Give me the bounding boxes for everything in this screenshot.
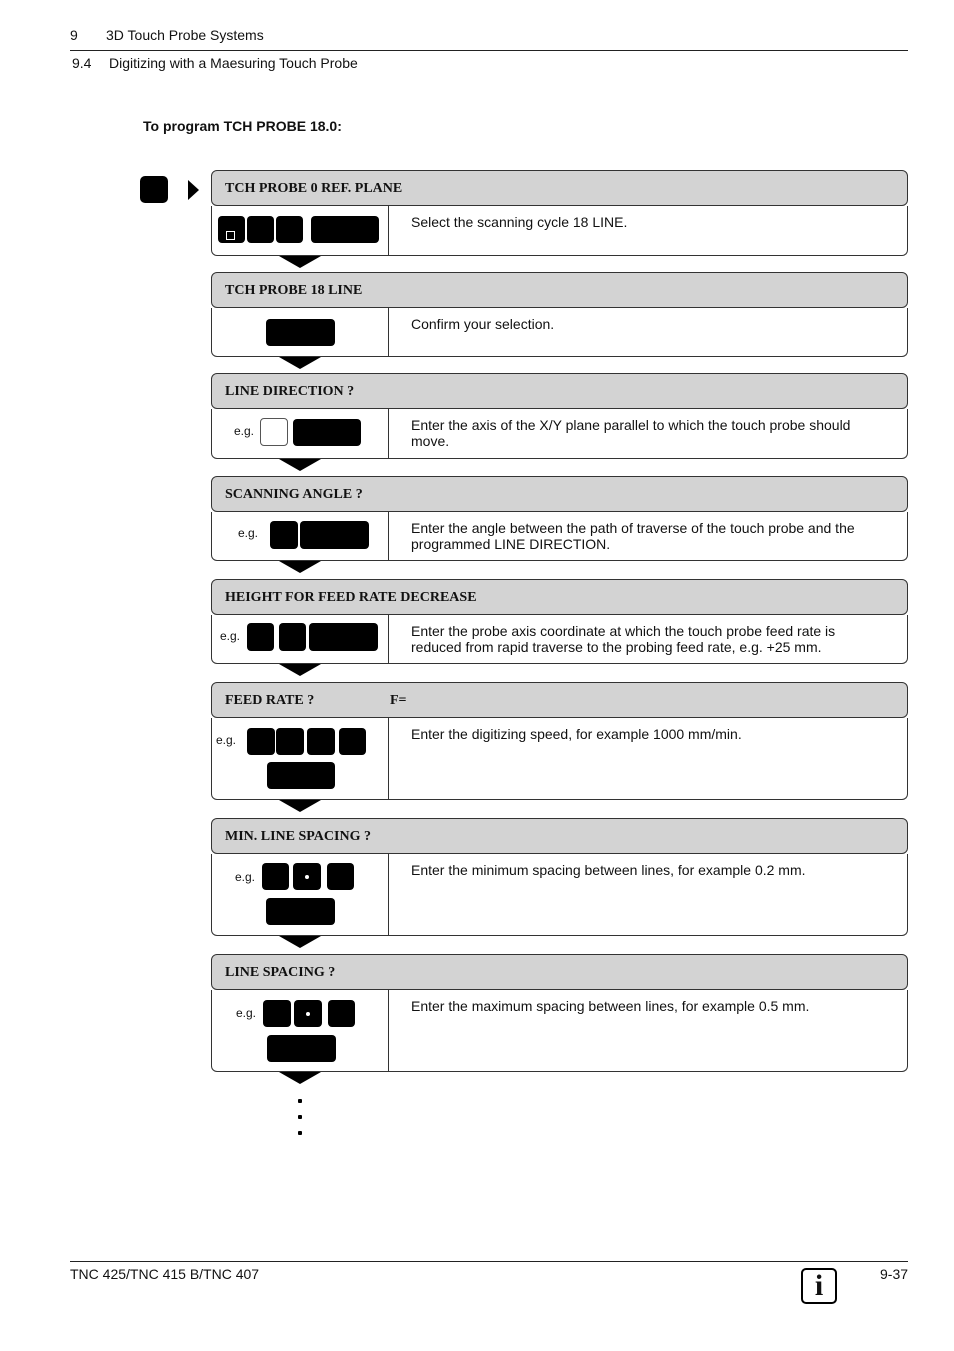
decimal-point-key-icon[interactable] [294, 1000, 322, 1027]
step-description: Enter the probe axis coordinate at which the touch probe feed rate is reduced from rapid traverse to the probing feed rate, e.g. +25 mm. [411, 623, 836, 655]
header-rule [70, 50, 908, 51]
step-row [211, 854, 908, 936]
step-description: Enter the angle between the path of traverse of the touch probe and the programmed LINE DIRECTION. [411, 520, 855, 552]
digit-key-icon[interactable] [247, 623, 274, 651]
key-sequence [212, 854, 389, 935]
dialog-text: HEIGHT FOR FEED RATE DECREASE [225, 590, 477, 605]
dialog-extra: F= [390, 693, 407, 708]
dialog-text: LINE SPACING ? [225, 965, 336, 980]
step-description: Confirm your selection. [411, 316, 555, 332]
step-row [211, 308, 908, 357]
step-description: Select the scanning cycle 18 LINE. [411, 214, 628, 230]
key-sequence [212, 409, 389, 458]
programming-key-icon [140, 176, 168, 203]
dialog-bar [211, 682, 908, 718]
key-sequence [212, 206, 389, 255]
chapter-title: 3D Touch Probe Systems [106, 27, 264, 43]
down-arrow-icon [279, 664, 321, 676]
digit-key-icon[interactable] [328, 1000, 355, 1027]
step-description: Enter the minimum spacing between lines, for example 0.2 mm. [411, 862, 806, 878]
section-title: Digitizing with a Maesuring Touch Probe [109, 55, 358, 71]
down-arrow-icon [279, 936, 321, 948]
ent-key-icon[interactable] [266, 319, 335, 346]
step-description: Enter the digitizing speed, for example 1000 mm/min. [411, 726, 742, 742]
ent-key-icon[interactable] [311, 216, 379, 243]
eg-label: e.g. [216, 733, 237, 747]
down-arrow-icon [279, 459, 321, 471]
step-7 [211, 818, 908, 948]
chapter-number: 9 [70, 27, 78, 43]
down-arrow-icon [279, 800, 321, 812]
key-sequence [212, 615, 389, 663]
step-row [211, 512, 908, 561]
step-row [211, 409, 908, 459]
page-number: 9-37 [880, 1266, 909, 1282]
axis-key-icon[interactable] [260, 418, 288, 446]
key-sequence [212, 512, 389, 560]
down-arrow-icon [279, 1072, 321, 1084]
ent-key-icon[interactable] [293, 419, 361, 446]
continuation-dot [298, 1115, 302, 1119]
ent-key-icon[interactable] [309, 623, 378, 651]
digit-key-icon[interactable] [339, 728, 366, 755]
continuation-dot [298, 1099, 302, 1103]
dialog-text: TCH PROBE 0 REF. PLANE [225, 181, 403, 196]
play-triangle-icon [188, 180, 199, 200]
dialog-text: TCH PROBE 18 LINE [225, 283, 363, 298]
digit-key-icon[interactable] [276, 216, 303, 243]
dialog-text: MIN. LINE SPACING ? [225, 829, 371, 844]
ent-key-icon[interactable] [300, 521, 369, 549]
down-arrow-icon [279, 256, 321, 268]
dialog-bar [211, 954, 908, 990]
digit-key-icon[interactable] [270, 521, 298, 549]
key-sequence [212, 308, 389, 356]
digit-key-icon[interactable] [247, 216, 274, 243]
dialog-bar [211, 170, 908, 206]
step-8 [211, 954, 908, 1084]
key-sequence [212, 990, 389, 1071]
info-icon: i [801, 1268, 837, 1304]
decimal-point-key-icon[interactable] [293, 863, 321, 890]
step-6 [211, 682, 908, 812]
down-arrow-icon [279, 561, 321, 573]
step-1 [211, 170, 908, 268]
digit-key-icon[interactable] [263, 1000, 291, 1027]
step-row [211, 718, 908, 800]
ent-key-icon[interactable] [267, 762, 335, 789]
digit-key-icon[interactable] [262, 863, 289, 890]
key-sequence [212, 718, 389, 799]
step-3 [211, 373, 908, 473]
dialog-text: SCANNING ANGLE ? [225, 487, 363, 502]
section-number: 9.4 [72, 55, 92, 71]
step-row [211, 206, 908, 256]
subheading: To program TCH PROBE 18.0: [143, 118, 342, 134]
continuation-dot [298, 1131, 302, 1135]
step-row [211, 615, 908, 664]
digit-key-icon[interactable] [307, 728, 335, 755]
digit-key-icon[interactable] [279, 623, 306, 651]
footer-models: TNC 425/TNC 415 B/TNC 407 [70, 1266, 260, 1282]
step-row [211, 990, 908, 1072]
digit-key-icon[interactable] [327, 863, 354, 890]
step-4 [211, 476, 908, 576]
dialog-bar [211, 272, 908, 308]
touch-probe-key-icon[interactable] [218, 216, 245, 243]
dialog-text: LINE DIRECTION ? [225, 384, 355, 399]
footer-rule [70, 1261, 908, 1262]
step-description: Enter the maximum spacing between lines, for example 0.5 mm. [411, 998, 810, 1014]
step-5 [211, 579, 908, 679]
dialog-bar [211, 476, 908, 512]
eg-label: e.g. [220, 629, 241, 643]
eg-label: e.g. [235, 870, 256, 884]
step-description: Enter the axis of the X/Y plane parallel to which the touch probe should move. [411, 417, 851, 449]
eg-label: e.g. [236, 1006, 257, 1020]
dialog-text: FEED RATE ? [225, 693, 315, 708]
step-2 [211, 272, 908, 370]
ent-key-icon[interactable] [266, 898, 335, 925]
dialog-bar [211, 579, 908, 615]
dialog-bar [211, 373, 908, 409]
down-arrow-icon [279, 357, 321, 369]
eg-label: e.g. [234, 424, 255, 438]
digit-key-icon[interactable] [247, 728, 275, 755]
ent-key-icon[interactable] [267, 1035, 336, 1062]
dialog-bar [211, 818, 908, 854]
digit-key-icon[interactable] [276, 728, 304, 755]
eg-label: e.g. [238, 526, 259, 540]
